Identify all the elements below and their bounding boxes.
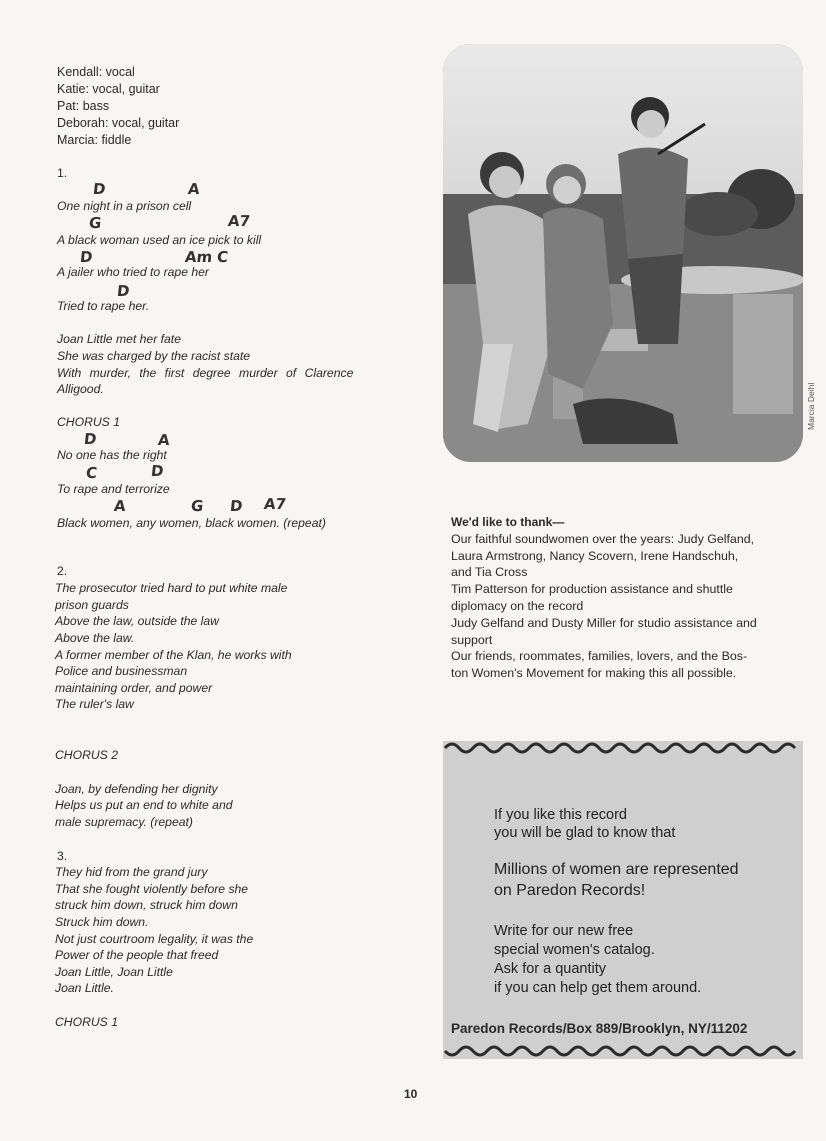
chord: D xyxy=(229,497,244,515)
chord: A7 xyxy=(227,212,251,230)
chord: A7 xyxy=(263,495,287,513)
lyric-line: With murder, the first degree murder of Clarence xyxy=(57,366,354,380)
chorus-title: CHORUS 2 xyxy=(55,748,118,762)
ad-intro-line: If you like this record xyxy=(494,807,627,823)
chord: Am xyxy=(184,248,214,266)
band-credits xyxy=(57,64,179,149)
lyric-line: prison guards xyxy=(55,598,129,612)
lyric-line: That she fought violently before she xyxy=(55,882,249,896)
decorative-border-top xyxy=(443,741,803,755)
chord: C xyxy=(216,248,229,266)
chord: D xyxy=(116,282,131,300)
lyric-line: The prosecutor tried hard to put white male xyxy=(55,581,288,595)
thanks-line: and Tia Cross xyxy=(451,565,528,580)
repeat-note: (repeat) xyxy=(283,516,326,530)
acknowledgements xyxy=(451,514,796,682)
chorus-title: CHORUS 1 xyxy=(57,415,120,429)
lyric-line: Joan Little, Joan Little xyxy=(55,965,173,979)
page-number: 10 xyxy=(404,1087,418,1101)
thanks-line: Our friends, roommates, families, lovers, and the Bos- xyxy=(451,649,748,664)
lyric-line: To rape and terrorize xyxy=(57,482,170,496)
thanks-line: Our faithful soundwomen over the years: Judy Gelfand, xyxy=(451,531,755,546)
lyric-line: Above the law, outside the law xyxy=(55,614,219,628)
thanks-heading: We'd like to thank— xyxy=(451,515,565,529)
chord: G xyxy=(88,214,103,232)
band-photo xyxy=(443,44,803,462)
chord: A xyxy=(187,180,201,198)
chord: A xyxy=(157,431,171,449)
lyric-line xyxy=(57,516,326,530)
chord: D xyxy=(83,430,98,448)
lyric-line: The ruler's law xyxy=(55,697,134,711)
lyric-line: Police and businessman xyxy=(55,664,188,678)
lyric-line: They hid from the grand jury xyxy=(55,865,208,879)
lyric-line: A jailer who tried to rape her xyxy=(57,265,209,279)
ad-catalog-line: if you can help get them around. xyxy=(494,980,702,996)
chord: D xyxy=(92,180,107,198)
credit-line: Katie: vocal, guitar xyxy=(57,82,160,96)
thanks-line: Tim Patterson for production assistance and shuttle xyxy=(451,582,733,597)
ad-intro-line: you will be glad to know that xyxy=(494,825,676,841)
ad-address: Paredon Records/Box 889/Brooklyn, NY/11202 xyxy=(451,1021,748,1036)
credit-line: Deborah: vocal, guitar xyxy=(57,116,180,130)
chord: A xyxy=(113,497,127,515)
lyric-line: Struck him down. xyxy=(55,915,149,929)
lyric-line: Tried to rape her. xyxy=(57,299,150,313)
lyric-text: Black women, any women, black women. xyxy=(57,516,280,530)
chord: C xyxy=(85,464,98,482)
lyric-line: Above the law. xyxy=(55,631,135,645)
ad-catalog-line: Write for our new free xyxy=(494,923,634,939)
lyric-line: A black woman used an ice pick to kill xyxy=(57,233,262,247)
ad-headline: on Paredon Records! xyxy=(494,882,646,899)
credit-line: Marcia: fiddle xyxy=(57,133,132,147)
lyric-text: male supremacy. xyxy=(55,815,147,829)
credit-line: Pat: bass xyxy=(57,99,110,113)
photo-credit: Marcia Deihl xyxy=(806,382,816,430)
chorus-title: CHORUS 1 xyxy=(55,1015,118,1029)
verse-number: 2. xyxy=(57,564,68,578)
chord: D xyxy=(79,248,94,266)
lyric-line: She was charged by the racist state xyxy=(57,349,251,363)
thanks-line: support xyxy=(451,632,493,647)
thanks-line: ton Women's Movement for making this all possible. xyxy=(451,666,737,681)
lyric-line: struck him down, struck him down xyxy=(55,898,238,912)
verse-number: 3. xyxy=(57,849,68,863)
repeat-note: (repeat) xyxy=(150,815,193,829)
lyric-line: Alligood. xyxy=(57,382,104,396)
lyric-line: Joan Little met her fate xyxy=(57,332,181,346)
lyric-line: Power of the people that freed xyxy=(55,948,219,962)
paredon-ad xyxy=(443,741,803,1059)
ad-catalog-line: Ask for a quantity xyxy=(494,961,607,977)
lyric-line: Joan Little. xyxy=(55,981,114,995)
chord: D xyxy=(150,462,165,480)
thanks-line: Judy Gelfand and Dusty Miller for studio assistance and xyxy=(451,615,757,630)
thanks-line: Laura Armstrong, Nancy Scovern, Irene Handschuh, xyxy=(451,548,739,563)
ad-headline: Millions of women are represented xyxy=(494,861,739,878)
lyric-line: Not just courtroom legality, it was the xyxy=(55,932,254,946)
credit-line: Kendall: vocal xyxy=(57,65,135,79)
lyric-line: maintaining order, and power xyxy=(55,681,213,695)
lyric-line: Joan, by defending her dignity xyxy=(55,782,218,796)
lyric-line: One night in a prison cell xyxy=(57,199,192,213)
chord: G xyxy=(190,497,205,515)
verse-number: 1. xyxy=(57,166,68,180)
lyric-line: Helps us put an end to white and xyxy=(55,798,233,812)
ad-catalog-line: special women's catalog. xyxy=(494,942,655,958)
lyric-line xyxy=(55,815,193,829)
decorative-border-bottom xyxy=(443,1044,803,1058)
lyric-line: A former member of the Klan, he works with xyxy=(55,648,292,662)
lyric-line: No one has the right xyxy=(57,448,167,462)
thanks-line: diplomacy on the record xyxy=(451,598,584,613)
